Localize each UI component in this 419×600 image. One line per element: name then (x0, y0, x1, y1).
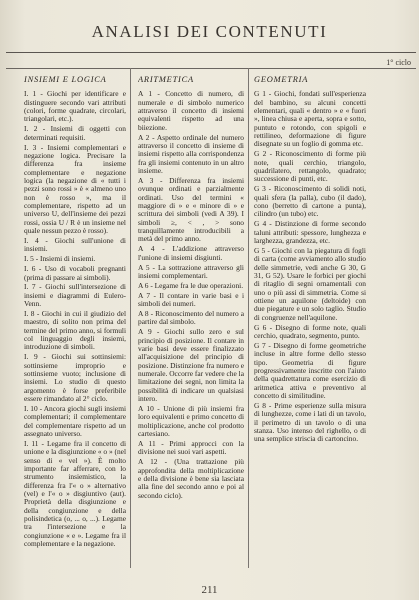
column-geometria (254, 76, 366, 572)
paragraph: G 6 - Disegno di forme note, quali cerchio, quadrato, segmento, punto. (254, 322, 366, 340)
paragraph: I. 9 - Giochi sui sottinsiemi: sottinsieme improprio e sottinsieme vuoto; inclusione di insiemi. Lo studio di questo argomento è forse preferibile essere rimandato al 2° ciclo. (24, 352, 126, 404)
paragraph: A 7 - Il contare in varie basi e i simboli dei numeri. (138, 290, 244, 309)
paragraph: A 1 - Concetto di numero, di numerale e di simbolo numerico attraverso il concetto di insiemi equivalenti rispetto ad una biiezione. (138, 89, 244, 132)
paragraph: I. 2 - Insiemi di oggetti con determinati requisiti. (24, 124, 126, 142)
paragraph: I. 10 - Ancora giochi sugli insiemi complementari; il complementare del complementare rispetto ad un assegnato universo. (24, 404, 126, 439)
paragraph: A 9 - Giochi sullo zero e sul principio di posizione. Il contare in varie basi deve essere finalizzato all'acquisizione del principio di posizione. Distinzione fra numero e numerale. Occorre far vedere che la limitazione dei segni, non limita la possibilità di indicare un qualsiasi intero. (138, 327, 244, 404)
paragraph: A 11 - Primi approcci con la divisione nei suoi vari aspetti. (138, 439, 244, 457)
paragraph: G 1 - Giochi, fondati sull'esperienza del bambino, su alcuni concetti elementari, quali « dentro » e « fuori », linea chiusa e aperta, sopra e sotto, puntuto e rotondo, con spigoli e rettilineo, deformazione di figure disegnate su un foglio di gomma etc. (254, 89, 366, 149)
paragraph: G 8 - Prime esperienze sulla misura di lunghezze, come i lati di un tavolo, il perimetro di un tavolo o di una stanza. Uso intenso del righello, o di una semplice striscia di cartoncino. (254, 400, 366, 444)
page-title: ANALISI DEI CONTENUTI (91, 22, 328, 41)
column-divider (248, 68, 249, 568)
column-heading: INSIEMI E LOGICA (24, 76, 107, 84)
paragraph: G 7 - Disegno di forme geometriche incluse in altre forme dello stesso tipo. Geometria di figure progressivamente inscritte con l'aiuto della quadrettatura come esercizio di aritmetica attiva e preventivo al concetto di similitudine. (254, 340, 366, 400)
paragraph: A 3 - Differenza fra insiemi ovunque ordinati e parzialmente ordinati. Uso del termini « maggiore di » e « minore di » e scrittura dei simboli (vedi A 39). I simboli ≥, < , > sono tranquillamente introducibili a metà del primo anno. (138, 175, 244, 244)
column-insiemi-logica (24, 76, 126, 572)
header-rule (6, 52, 416, 53)
paragraph: A 12 - (Una trattazione più approfondita della moltiplicazione e della divisione è bene sia lasciata alla fine del secondo anno e poi al secondo ciclo). (138, 457, 244, 500)
paragraph: A 2 - Aspetto ordinale del numero attraverso il concetto di insieme di insiemi rispetto alla corrispondenza fra gli insiemi contenuto in un altro insieme. (138, 132, 244, 176)
column-heading: GEOMETRIA (254, 76, 309, 84)
paragraph: I. 5 - Insiemi di insiemi. (24, 254, 96, 264)
paragraph: I. 7 - Giochi sull'intersezione di insiemi e diagrammi di Eulero-Venn. (24, 282, 126, 309)
paragraph: G 5 - Giochi con la piegatura di fogli di carta (come avviamento allo studio delle simmetrie, vedi anche G 30, G 31, G 52). Usare le forbici per giochi di ritaglio di segni ornamentali con uno o più assi di simmetria. Come si ottiene un aquilone (deltoide) con due piegature e un solo taglio. Studio di congruenze nell'aquilone. (254, 245, 366, 322)
paragraph: G 3 - Riconoscimento di solidi noti, quali sfera (la palla), cubo (il dado), cono (berretto di cartone a punta), cilindro (un tubo) etc. (254, 184, 366, 219)
paragraph: I. 11 - Legame fra il concetto di unione e la disgiunzione « o » (nel senso di « vel »). È molto importante far afferrare, con lo strumento insiemistico, la differenza fra l'« o » alternativo (vel) e l'« o » disgiuntivo (aut). Proprietà della disgiunzione e della congiunzione e della polisindetica (o, ... o, ...). Legame tra l'intersezione e la congiunzione « e ». Legame fra il complementare e la negazione. (24, 439, 126, 549)
paragraph: A 4 - L'addizione attraverso l'unione di insiemi disgiunti. (138, 244, 244, 262)
paragraph: I. 1 - Giochi per identificare e distinguere secondo vari attributi (colori, forme quadrate, circolari, triangolari, etc.). (24, 89, 126, 124)
page-number: 211 (201, 584, 218, 596)
paragraph: G 2 - Riconoscimento di forme più note, quali cerchio, triangolo, quadrilatero, rettangolo, quadrato; successione di punti, etc. (254, 149, 366, 184)
paragraph: A 5 - La sottrazione attraverso gli insiemi complementari. (138, 262, 244, 280)
column-header-rule (6, 68, 416, 69)
paragraph: A 6 - Legame fra le due operazioni. (138, 280, 244, 290)
cycle-label: 1° ciclo (386, 58, 411, 67)
paragraph: A 10 - Unione di più insiemi fra loro equivalenti e primo concetto di moltiplicazione, anche col prodotto cartesiano. (138, 404, 244, 439)
paragraph: I. 4 - Giochi sull'unione di insiemi. (24, 235, 126, 254)
paragraph: I. 3 - Insiemi complementari e negazione logica. Precisare la differenza fra insieme complementare e negazione logica (la negazione di « tutti i pezzi sono rossi » è « almeno uno non è rosso », ma il complementare, rispetto ad un universo U, dell'insieme dei pezzi rossi, ossia U / R è un insieme nel quale nessun pezzo è rosso). (24, 142, 126, 236)
paragraph: G 4 - Distinzione di forme secondo taluni attributi: spessore, lunghezza e larghezza, grandezza, etc. (254, 219, 366, 245)
paragraph: I. 6 - Uso di vocaboli pregnanti (prima di passare ai simboli). (24, 264, 126, 282)
paragraph: I. 8 - Giochi in cui il giudizio del maestro, di solito non prima del termine del primo anno, si formuli col linguaggio degli insiemi, introduzione di simboli. (24, 309, 126, 352)
column-heading: ARITMETICA (138, 76, 194, 84)
column-divider (130, 68, 131, 568)
paragraph: A 8 - Riconoscimento del numero a partire dal simbolo. (138, 309, 244, 327)
column-aritmetica (138, 76, 244, 572)
